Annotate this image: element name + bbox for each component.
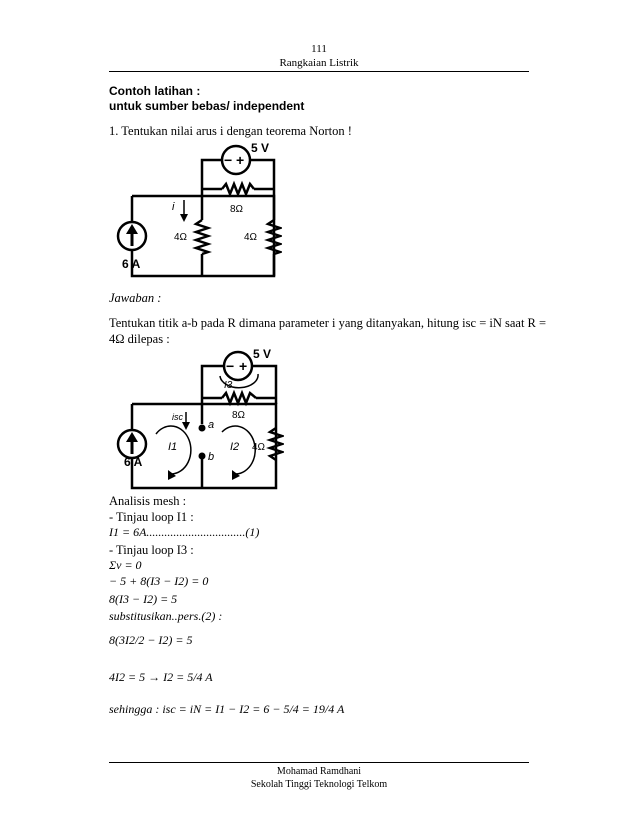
fig2-r4-label: 4Ω <box>252 442 266 453</box>
answer-label: Jawaban : <box>109 291 162 305</box>
fig1-current-label: 6 A <box>122 257 141 271</box>
svg-text:+: + <box>236 152 245 168</box>
answer-text-2: 4Ω dilepas : <box>109 332 170 346</box>
fig1-r4-mid-label: 4Ω <box>174 232 188 243</box>
fig2-node-a: a <box>208 419 215 431</box>
problem-statement: 1. Tentukan nilai arus i dengan teorema Norton ! <box>109 124 352 138</box>
equation-2: − 5 + 8(I3 − I2) = 0 <box>109 574 209 588</box>
svg-text:+: + <box>239 358 248 374</box>
footer-institution: Sekolah Tinggi Teknologi Telkom <box>250 779 388 790</box>
equation-6: sehingga : isc = iN = I1 − I2 = 6 − 5/4 = 19/4 A <box>109 702 345 716</box>
fig2-loop2-label: I2 <box>230 441 240 453</box>
header-title: Rangkaian Listrik <box>279 57 359 69</box>
section-heading-1: Contoh latihan : <box>109 84 201 98</box>
answer-text-1: Tentukan titik a-b pada R dimana parameter i yang ditanyakan, hitung isc = iN saat R = <box>109 316 547 330</box>
equation-4: 8(3I2/2 − I2) = 5 <box>109 633 193 647</box>
fig2-isc-label: isc <box>172 412 183 422</box>
analysis-title: Analisis mesh : <box>109 494 187 508</box>
section-heading-2: untuk sumber bebas/ independent <box>109 99 305 113</box>
fig1-i-label: i <box>172 201 175 213</box>
fig2-voltage-label: 5 V <box>253 347 272 361</box>
footer-author: Mohamad Ramdhani <box>276 766 362 777</box>
page-number: 111 <box>311 43 327 55</box>
svg-text:−: − <box>226 358 235 374</box>
header-rule <box>109 71 529 72</box>
circuit-figure-1 <box>112 140 282 280</box>
fig1-voltage-label: 5 V <box>251 141 270 155</box>
loop1-title: - Tinjau loop I1 : <box>109 510 194 524</box>
equation-1: I1 = 6A.................................(1) <box>109 525 260 539</box>
loop3-title: - Tinjau loop I3 : <box>109 543 194 557</box>
fig2-loop1-label: I1 <box>168 441 178 453</box>
fig1-r8-label: 8Ω <box>230 204 244 215</box>
fig2-node-b: b <box>208 451 215 463</box>
equation-sum: Σv = 0 <box>109 558 142 572</box>
fig2-r8-label: 8Ω <box>232 410 246 421</box>
svg-text:−: − <box>224 152 233 168</box>
equation-3: 8(I3 − I2) = 5 <box>109 592 178 606</box>
fig2-current-label: 6 A <box>124 455 143 469</box>
equation-5: 4I2 = 5 → I2 = 5/4 A <box>109 670 213 684</box>
substitution-label: substitusikan..pers.(2) : <box>109 609 223 623</box>
fig1-r4-right-label: 4Ω <box>244 232 258 243</box>
fig2-loop3-label: I3 <box>224 380 233 391</box>
circuit-figure-2 <box>112 346 284 496</box>
footer-rule <box>109 762 529 763</box>
